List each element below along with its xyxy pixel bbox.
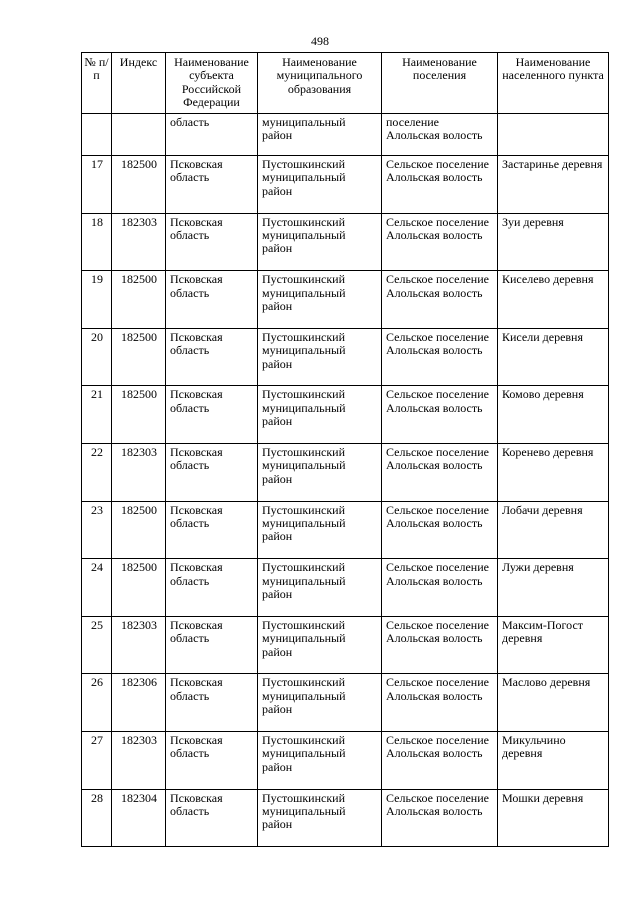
cell-municipality: Пустошкинский муниципальный район [258,616,382,674]
table-body [82,114,609,847]
table-row [82,789,609,847]
cell-locality: Комово деревня [498,386,609,444]
cell-index: 182303 [112,731,166,789]
cell-municipality: Пустошкинский муниципальный район [258,674,382,732]
cell-locality: Микульчино деревня [498,731,609,789]
cell-subject: Псковская область [166,674,258,732]
cell-num: 26 [82,674,112,732]
header-locality: Наименование населенного пункта [498,53,609,114]
table-row [82,156,609,214]
cell-settlement: Сельское поселение Алольская волость [382,674,498,732]
cell-settlement: Сельское поселение Алольская волость [382,559,498,617]
cell-municipality: Пустошкинский муниципальный район [258,731,382,789]
table-row [82,674,609,732]
cell-locality: Лобачи деревня [498,501,609,559]
cell-num: 19 [82,271,112,329]
cell-municipality: Пустошкинский муниципальный район [258,501,382,559]
table-row [82,501,609,559]
cell-municipality: Пустошкинский муниципальный район [258,789,382,847]
header-municipality: Наименование муниципального образования [258,53,382,114]
table-row-continuation [82,114,609,156]
cell-municipality: Пустошкинский муниципальный район [258,559,382,617]
cell-locality: Маслово деревня [498,674,609,732]
cell-settlement: Сельское поселение Алольская волость [382,386,498,444]
cell-num: 24 [82,559,112,617]
cell-settlement: Сельское поселение Алольская волость [382,328,498,386]
cell-subject: область [166,114,258,156]
cell-num: 22 [82,443,112,501]
cell-index [112,114,166,156]
cell-settlement: Сельское поселение Алольская волость [382,789,498,847]
cell-subject: Псковская область [166,271,258,329]
cell-municipality: Пустошкинский муниципальный район [258,328,382,386]
cell-subject: Псковская область [166,501,258,559]
cell-index: 182304 [112,789,166,847]
table-row [82,271,609,329]
cell-index: 182303 [112,443,166,501]
header-settlement: Наименование поселения [382,53,498,114]
cell-num: 27 [82,731,112,789]
cell-subject: Псковская область [166,789,258,847]
cell-num: 18 [82,213,112,271]
cell-locality: Кисели деревня [498,328,609,386]
table-row [82,443,609,501]
cell-subject: Псковская область [166,616,258,674]
cell-municipality: Пустошкинский муниципальный район [258,386,382,444]
cell-locality: Коренево деревня [498,443,609,501]
table-row [82,616,609,674]
cell-municipality: муниципальный район [258,114,382,156]
cell-municipality: Пустошкинский муниципальный район [258,271,382,329]
cell-index: 182500 [112,271,166,329]
cell-locality: Застаринье деревня [498,156,609,214]
cell-index: 182500 [112,559,166,617]
cell-num: 21 [82,386,112,444]
cell-settlement: Сельское поселение Алольская волость [382,616,498,674]
header-subject: Наименование субъекта Российской Федерации [166,53,258,114]
cell-subject: Псковская область [166,443,258,501]
cell-settlement: Сельское поселение Алольская волость [382,731,498,789]
cell-settlement: Сельское поселение Алольская волость [382,501,498,559]
cell-index: 182500 [112,328,166,386]
cell-municipality: Пустошкинский муниципальный район [258,156,382,214]
cell-municipality: Пустошкинский муниципальный район [258,213,382,271]
cell-settlement: Сельское поселение Алольская волость [382,271,498,329]
table-header [82,53,609,114]
cell-index: 182303 [112,213,166,271]
cell-locality: Мошки деревня [498,789,609,847]
cell-settlement: Сельское поселение Алольская волость [382,156,498,214]
table-row [82,386,609,444]
cell-subject: Псковская область [166,559,258,617]
cell-subject: Псковская область [166,156,258,214]
cell-index: 182500 [112,386,166,444]
header-index: Индекс [112,53,166,114]
cell-municipality: Пустошкинский муниципальный район [258,443,382,501]
cell-subject: Псковская область [166,386,258,444]
table-row [82,559,609,617]
cell-subject: Псковская область [166,213,258,271]
table-row [82,213,609,271]
cell-num: 17 [82,156,112,214]
cell-settlement: Сельское поселение Алольская волость [382,443,498,501]
cell-settlement: поселение Алольская волость [382,114,498,156]
cell-locality: Киселево деревня [498,271,609,329]
cell-num: 23 [82,501,112,559]
header-num: № п/п [82,53,112,114]
cell-locality: Зуи деревня [498,213,609,271]
cell-subject: Псковская область [166,328,258,386]
cell-index: 182306 [112,674,166,732]
cell-num: 20 [82,328,112,386]
cell-index: 182500 [112,501,166,559]
cell-num: 25 [82,616,112,674]
cell-settlement: Сельское поселение Алольская волость [382,213,498,271]
table-row [82,731,609,789]
cell-index: 182500 [112,156,166,214]
cell-index: 182303 [112,616,166,674]
cell-locality: Лужи деревня [498,559,609,617]
cell-subject: Псковская область [166,731,258,789]
cell-locality: Максим-Погост деревня [498,616,609,674]
cell-locality [498,114,609,156]
page-number: 498 [311,34,329,48]
cell-num [82,114,112,156]
localities-table [81,52,609,847]
cell-num: 28 [82,789,112,847]
table-row [82,328,609,386]
